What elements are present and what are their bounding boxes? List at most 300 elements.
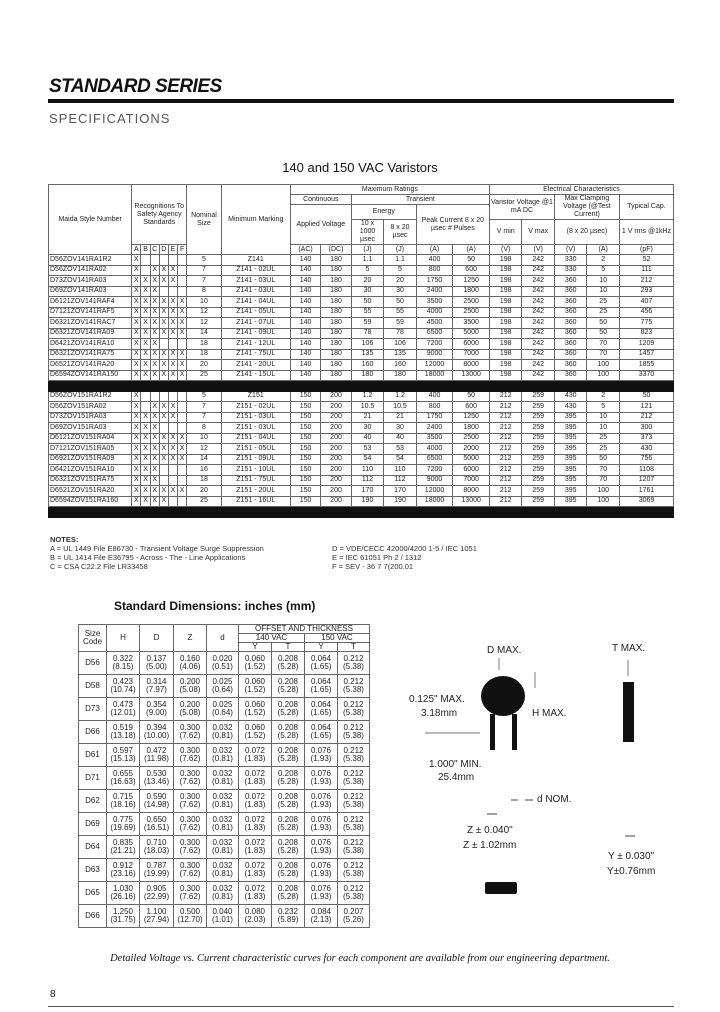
label-d-nom: d NOM. [537,794,572,805]
table-cell: 600 [453,402,490,413]
table-cell: 40 [384,433,417,444]
table-row [79,813,370,836]
inch-value: 0.064 [310,654,332,663]
table-cell: 12 [187,307,222,318]
dim-cell [207,859,239,882]
unit: (A) [587,245,620,255]
table-cell: 30 [351,286,384,297]
label-d-max: D MAX. [487,645,522,656]
inch-value: 0.084 [310,907,332,916]
table-cell: 7200 [416,465,453,476]
table-cell: D6521ZOV141RA20 [49,360,132,371]
table-cell: 330 [554,265,587,276]
table-cell: 54 [351,454,384,465]
table-cell: X [150,402,159,413]
mm-value: (12.01) [110,708,136,717]
table-cell: 775 [619,318,673,329]
table-cell: 8000 [453,486,490,497]
inch-value: 0.787 [146,861,167,870]
table-cell: X [168,328,177,339]
table-cell: 395 [554,412,587,423]
mm-value: (0.81) [212,846,233,855]
table-cell: 242 [522,255,555,266]
table-cell: D7121ZOV151RA05 [49,444,132,455]
table-cell: 50 [587,318,620,329]
table-cell: 180 [321,307,351,318]
table-cell: X [159,402,168,413]
table-cell: 150 [290,465,320,476]
dim-cell [338,721,370,744]
table-cell: 180 [321,318,351,329]
table-cell [178,423,187,434]
dim-cell [140,859,174,882]
dim-cell [305,767,338,790]
dim-cell [140,698,174,721]
table-cell: 25 [587,297,620,308]
dim-cell [305,698,338,721]
col-transient: Transient [351,195,489,205]
table-cell: D69ZOV151RA03 [49,423,132,434]
table-cell: X [159,486,168,497]
table-row [79,905,370,928]
table-cell: 6000 [453,465,490,476]
table-cell: 140 [290,360,320,371]
table-row [49,328,674,339]
inch-value: 0.208 [277,815,299,824]
mm-value: (5.28) [277,823,299,832]
table-cell: 1.2 [384,391,417,402]
table-cell: X [132,486,141,497]
table-cell: 180 [321,339,351,350]
dim-cell [107,836,140,859]
table-cell: 10.5 [384,402,417,413]
inch-value: 0.300 [179,815,201,824]
mm-value: (1.93) [310,823,332,832]
table-cell: 360 [554,339,587,350]
table-cell [159,465,168,476]
table-cell: 18 [187,339,222,350]
table-cell: 135 [384,349,417,360]
table-cell: X [159,496,168,507]
table-cell: 198 [489,360,522,371]
inch-value: 0.020 [212,654,233,663]
dim-cell [239,859,272,882]
table-cell: 25 [587,444,620,455]
inch-value: 0.530 [146,769,167,778]
mm-value: (1.01) [212,915,233,924]
inch-value: 0.076 [310,792,332,801]
mm-value: (5.28) [277,662,299,671]
inch-value: 1.030 [112,884,134,893]
mm-value: (7.62) [179,869,201,878]
inch-value: 0.080 [244,907,266,916]
table-cell: Z141 - 15UL [221,370,290,381]
dim-cell [174,744,207,767]
label-y-in: Y ± 0.030" [608,851,655,862]
table-cell: X [178,370,187,381]
table-cell [141,265,150,276]
table-cell [168,496,177,507]
table-cell: 100 [587,486,620,497]
table-cell: 3370 [619,370,673,381]
table-cell: 395 [554,444,587,455]
table-cell: 10.5 [351,402,384,413]
table-cell [159,255,168,266]
table-cell: 18 [187,349,222,360]
table-cell: 53 [351,444,384,455]
table-cell: 259 [522,444,555,455]
table-cell: 170 [384,486,417,497]
table-cell: X [159,307,168,318]
table-cell: 3069 [619,496,673,507]
dim-cell [338,767,370,790]
inch-value: 0.473 [112,700,134,709]
mm-value: (5.38) [343,777,364,786]
dim-cell [174,767,207,790]
table-cell: 400 [416,391,453,402]
table-cell [168,391,177,402]
inch-value: 0.232 [277,907,299,916]
table-cell: 55 [384,307,417,318]
table-cell [168,465,177,476]
agency-col: F [178,245,187,255]
table-cell: X [168,265,177,276]
table-cell: X [132,307,141,318]
mm-value: (9.00) [146,708,167,717]
table-row [49,486,674,497]
table-cell: 55 [351,307,384,318]
unit: (DC) [321,245,351,255]
size-code: D62 [79,790,107,813]
table-cell: D6321ZOV141RAC7 [49,318,132,329]
label-lead-len: 0.125" MAX. [409,694,465,705]
table-cell: X [132,423,141,434]
mm-value: (12.70) [177,915,203,924]
table-cell [178,465,187,476]
inch-value: 1.100 [146,907,167,916]
mm-value: (0.81) [212,800,233,809]
dim-cell [207,790,239,813]
mm-value: (1.93) [310,777,332,786]
table-cell [178,496,187,507]
dim-cell [239,652,272,675]
size-code: D66 [79,721,107,744]
table-cell: 106 [384,339,417,350]
table-cell: 198 [489,297,522,308]
table-cell: 2500 [453,297,490,308]
dim-cell [207,905,239,928]
table-cell: 242 [522,360,555,371]
table-cell: X [141,475,150,486]
table-cell: 259 [522,475,555,486]
agency-col: B [141,245,150,255]
inch-value: 0.905 [146,884,167,893]
table-cell: 2400 [416,423,453,434]
table-cell: 6000 [453,339,490,350]
table-cell: 242 [522,265,555,276]
dim-col-t: T [272,643,305,652]
inch-value: 0.072 [244,792,266,801]
unit: (V) [522,245,555,255]
table-cell: X [168,454,177,465]
mm-value: (22.99) [143,892,170,901]
table-cell: 395 [554,496,587,507]
table-cell: X [178,454,187,465]
mm-value: (1.52) [244,708,266,717]
size-code: D61 [79,744,107,767]
dim-col-d: D [140,625,174,652]
table-cell: 140 [290,286,320,297]
notes-right [332,544,477,571]
dim-cell [338,790,370,813]
table-cell: 5 [384,265,417,276]
table-cell: X [150,486,159,497]
inch-value: 0.300 [179,792,201,801]
table-cell: 7 [187,412,222,423]
table-cell: 373 [619,433,673,444]
table-cell: 200 [321,412,351,423]
table-cell: X [132,297,141,308]
table-cell: 600 [453,265,490,276]
table-cell: 150 [290,475,320,486]
lead-left [490,714,495,750]
table-cell: Z141 - 04UL [221,297,290,308]
unit: (A) [453,245,490,255]
table-cell [141,402,150,413]
dim-cell [305,859,338,882]
mm-value: (5.38) [343,662,364,671]
table-cell: 259 [522,402,555,413]
table-cell: 8 [187,286,222,297]
table-cell: 190 [384,496,417,507]
table-cell: X [141,423,150,434]
table-cell: X [150,265,159,276]
table-cell: 360 [554,286,587,297]
inch-value: 0.137 [146,654,167,663]
table-cell: X [132,265,141,276]
table-row [49,402,674,413]
col-vmax: V max [522,220,555,245]
table-cell: X [141,360,150,371]
table-cell: X [178,328,187,339]
table-row [49,255,674,266]
agency-col: C [150,245,159,255]
inch-value: 0.472 [146,746,167,755]
table-cell: X [150,328,159,339]
table-row [79,652,370,675]
table-cell: 10 [587,412,620,423]
table-cell: 110 [384,465,417,476]
table-cell [168,339,177,350]
dim-cell [305,836,338,859]
table-cell: D6521ZOV151RA20 [49,486,132,497]
dim-cell [207,698,239,721]
mm-value: (0.81) [212,777,233,786]
table-cell: 7 [187,402,222,413]
mm-value: (7.97) [146,685,167,694]
table-cell: 140 [290,297,320,308]
col-peak-current: Peak Current 8 x 20 µsec # Pulses [416,205,489,245]
unit: (V) [489,245,522,255]
table-cell: 13000 [453,496,490,507]
table-cell: 110 [351,465,384,476]
table-cell: Z151 - 04UL [221,433,290,444]
page-number: 8 [50,989,56,1000]
table-cell: 12 [187,318,222,329]
table-cell: 360 [554,297,587,308]
table-cell: 170 [351,486,384,497]
mm-value: (5.28) [277,685,299,694]
inch-value: 0.835 [112,838,134,847]
table-cell: 242 [522,328,555,339]
table-cell: 7200 [416,339,453,350]
table-row [49,276,674,287]
table-row [49,433,674,444]
table-cell: 50 [587,328,620,339]
size-code: D66 [79,905,107,928]
dim-cell [107,882,140,905]
table-cell: 150 [290,412,320,423]
table-cell: 150 [290,433,320,444]
table-cell: 2000 [453,444,490,455]
table-cell: X [159,349,168,360]
mm-value: (16.51) [143,823,170,832]
inch-value: 0.208 [277,654,299,663]
table-cell: 198 [489,286,522,297]
inch-value: 0.208 [277,700,299,709]
table-cell: 150 [290,454,320,465]
table-cell: 823 [619,328,673,339]
table-cell: X [150,496,159,507]
table-row [79,675,370,698]
mm-value: (5.38) [343,823,364,832]
mm-value: (5.28) [277,754,299,763]
table-cell: X [132,496,141,507]
table-cell: 1108 [619,465,673,476]
table-cell: 1.1 [351,255,384,266]
table-cell: 150 [290,423,320,434]
dim-cell [239,675,272,698]
table-cell: X [132,444,141,455]
series-title: STANDARD SERIES [49,76,222,97]
table-cell: X [132,454,141,465]
table-cell: 150 [290,402,320,413]
table-cell: 9000 [416,475,453,486]
dim-cell [107,698,140,721]
table-cell: D56ZOV151RA1R2 [49,391,132,402]
table-cell: X [159,433,168,444]
dim-cell [272,859,305,882]
table-cell: X [141,496,150,507]
footer-note: Detailed Voltage vs. Current characteristic curves for each component are available from our engineering department. [110,953,610,964]
mm-value: (8.15) [112,662,134,671]
table-cell: X [178,433,187,444]
dim-cell [140,652,174,675]
table-cell: X [150,339,159,350]
mm-value: (5.26) [343,915,364,924]
table-cell: Z151 - 03UL [221,423,290,434]
table-cell: Z141 - 20UL [221,360,290,371]
table-cell: 100 [587,360,620,371]
dim-cell [107,652,140,675]
mm-value: (5.28) [277,846,299,855]
mm-value: (1.93) [310,754,332,763]
table-cell: 198 [489,307,522,318]
col-clamp-sub: (8 x 20 µsec) [554,220,619,245]
inch-value: 0.212 [343,792,364,801]
dim-cell [174,813,207,836]
inch-value: 0.032 [212,723,233,732]
table-cell: Z151 - 03UL [221,412,290,423]
dim-cell [305,790,338,813]
col-energy-a: 10 x 1000 µsec [351,220,384,245]
inch-value: 0.060 [244,700,266,709]
table-cell: 140 [290,265,320,276]
inch-value: 0.212 [343,723,364,732]
notes-heading: NOTES: [50,535,79,544]
table-cell: 300 [619,423,673,434]
table-cell: 198 [489,265,522,276]
mm-value: (1.83) [244,754,266,763]
table-cell: X [132,370,141,381]
inch-value: 0.076 [310,769,332,778]
table-cell: 200 [321,454,351,465]
table-cell: 20 [187,486,222,497]
table-cell: 200 [321,423,351,434]
size-code: D69 [79,813,107,836]
table-cell: 5 [587,402,620,413]
table-cell: X [168,360,177,371]
table-cell: 360 [554,349,587,360]
table-cell: 59 [351,318,384,329]
mm-value: (5.38) [343,869,364,878]
table-cell: 70 [587,465,620,476]
inch-value: 0.912 [112,861,134,870]
dim-cell [272,905,305,928]
table-cell: Z151 [221,391,290,402]
table-cell: 3500 [416,433,453,444]
mm-value: (1.52) [244,731,266,740]
table-cell: 100 [587,496,620,507]
table-cell [141,391,150,402]
table-cell: 30 [384,286,417,297]
table-cell [178,276,187,287]
table-cell: 21 [351,412,384,423]
table-cell: 13000 [453,370,490,381]
table-cell [178,255,187,266]
table-cell: Z151 - 05UL [221,444,290,455]
dim-cell [174,859,207,882]
table-cell: 140 [290,307,320,318]
dim-cell [174,675,207,698]
table-cell: 111 [619,265,673,276]
table-cell: 5 [351,265,384,276]
table-cell: X [132,276,141,287]
inch-value: 0.032 [212,815,233,824]
table-cell: 1250 [453,412,490,423]
table-cell: 212 [489,423,522,434]
table-row [79,744,370,767]
table-cell: 70 [587,339,620,350]
table-cell: 1761 [619,486,673,497]
table-cell: Z141 - 05UL [221,307,290,318]
table-cell [178,475,187,486]
table-cell: 259 [522,423,555,434]
table-cell: 135 [351,349,384,360]
mm-value: (5.28) [277,777,299,786]
table-cell: X [132,475,141,486]
mm-value: (0.81) [212,823,233,832]
